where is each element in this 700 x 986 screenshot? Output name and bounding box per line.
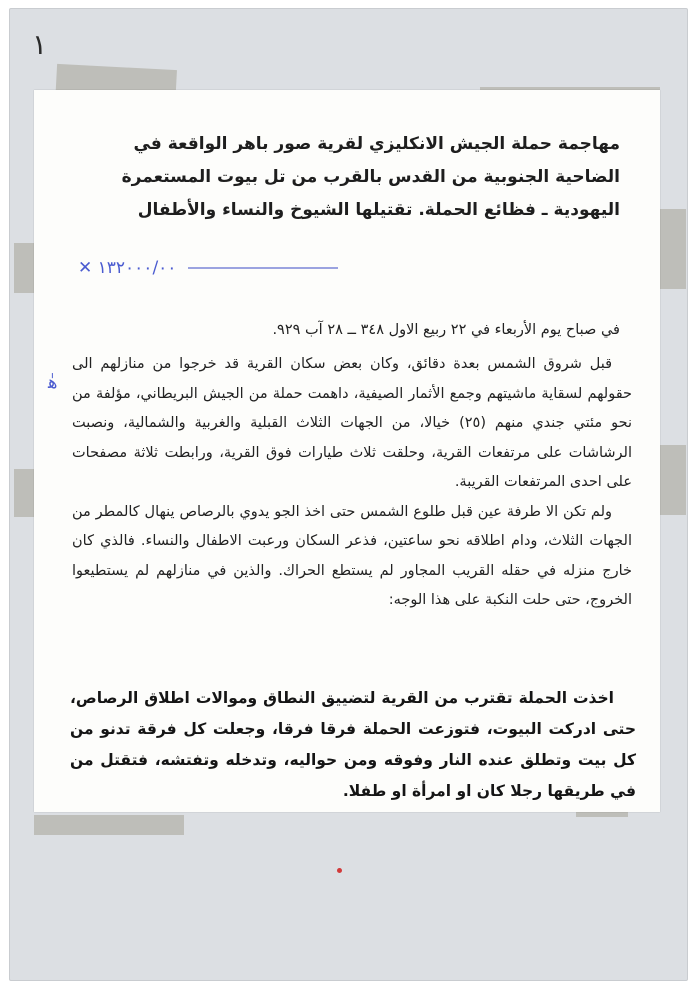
cross-mark: ✕: [78, 258, 93, 278]
paragraph-1: قبل شروق الشمس بعدة دقائق، وكان بعض سكان القرية قد خرجوا من منازلهم الى حقولهم لسقاية ماشيتهم وجمع الأثمار الصيفية، داهمت حملة من الجيش البريطاني، مؤلفة من نحو مئتي جندي منهم (٢٥) خيالا، من الجهات الثلاث القبلية والغربية والشمالية، ونصبت الرشاشات على مرتفعات القرية، وحلقت ثلاث طيارات فوق القرية، ورابطت ثلاثة مصفحات على احدى المرتفعات القريبة.: [72, 356, 632, 490]
paragraph-2: ولم تكن الا طرفة عين قبل طلوع الشمس حتى اخذ الجو يدوي بالرصاص ينهال كالمطر من الجهات الثلاث، ودام اطلاقه نحو ساعتين، فذعر السكان ورعبت الاطفال والنساء. فالذي كان خارج منزله في حقله القريب المجاور لم يستطع الحراك. والذين في منازلهم لم يستطيعوا الخروج، حتى حلت النكبة على هذا الوجه:: [72, 503, 632, 608]
tape-strip-right-1: [658, 209, 686, 289]
handwritten-margin-note: ﻫٰ: [48, 372, 58, 393]
document-headline: مهاجمة حملة الجيش الانكليزي لقرية صور باهر الواقعة في الضاحية الجنوبية من القدس بالقرب من تل بيوت المستعمرة اليهودية ـ فظائع الحملة. تقتيلها الشيوخ والنساء والأطفال: [121, 134, 620, 220]
bold-paragraph: اخذت الحملة تقترب من القرية لتضييق النطاق وموالات اطلاق الرصاص، حتى ادركت البيوت، فتوزعت الحملة فرقا فرقا، وجعلت كل فرقة تدنو من كل بيت وتطلق عنده النار وفوقه ومن حواليه، وتدخله وتفتشه، فتقتل من في طريقها رجلا كان او امرأة او طفلا.: [70, 689, 636, 800]
tape-strip-bottom-left: [34, 815, 184, 835]
handwritten-reference-mark: [78, 258, 338, 278]
reference-number: ١٣٢٠٠٠/٠٠: [97, 258, 177, 278]
dateline: في صباح يوم الأربعاء في ٢٢ ربيع الاول ٣٤٨ ــ ٢٨ آب ٩٢٩.: [272, 322, 620, 338]
redaction-stroke: [188, 267, 338, 269]
sheet-number: ١: [32, 28, 48, 61]
red-dot-mark: [337, 868, 342, 873]
body-text: [72, 350, 632, 616]
